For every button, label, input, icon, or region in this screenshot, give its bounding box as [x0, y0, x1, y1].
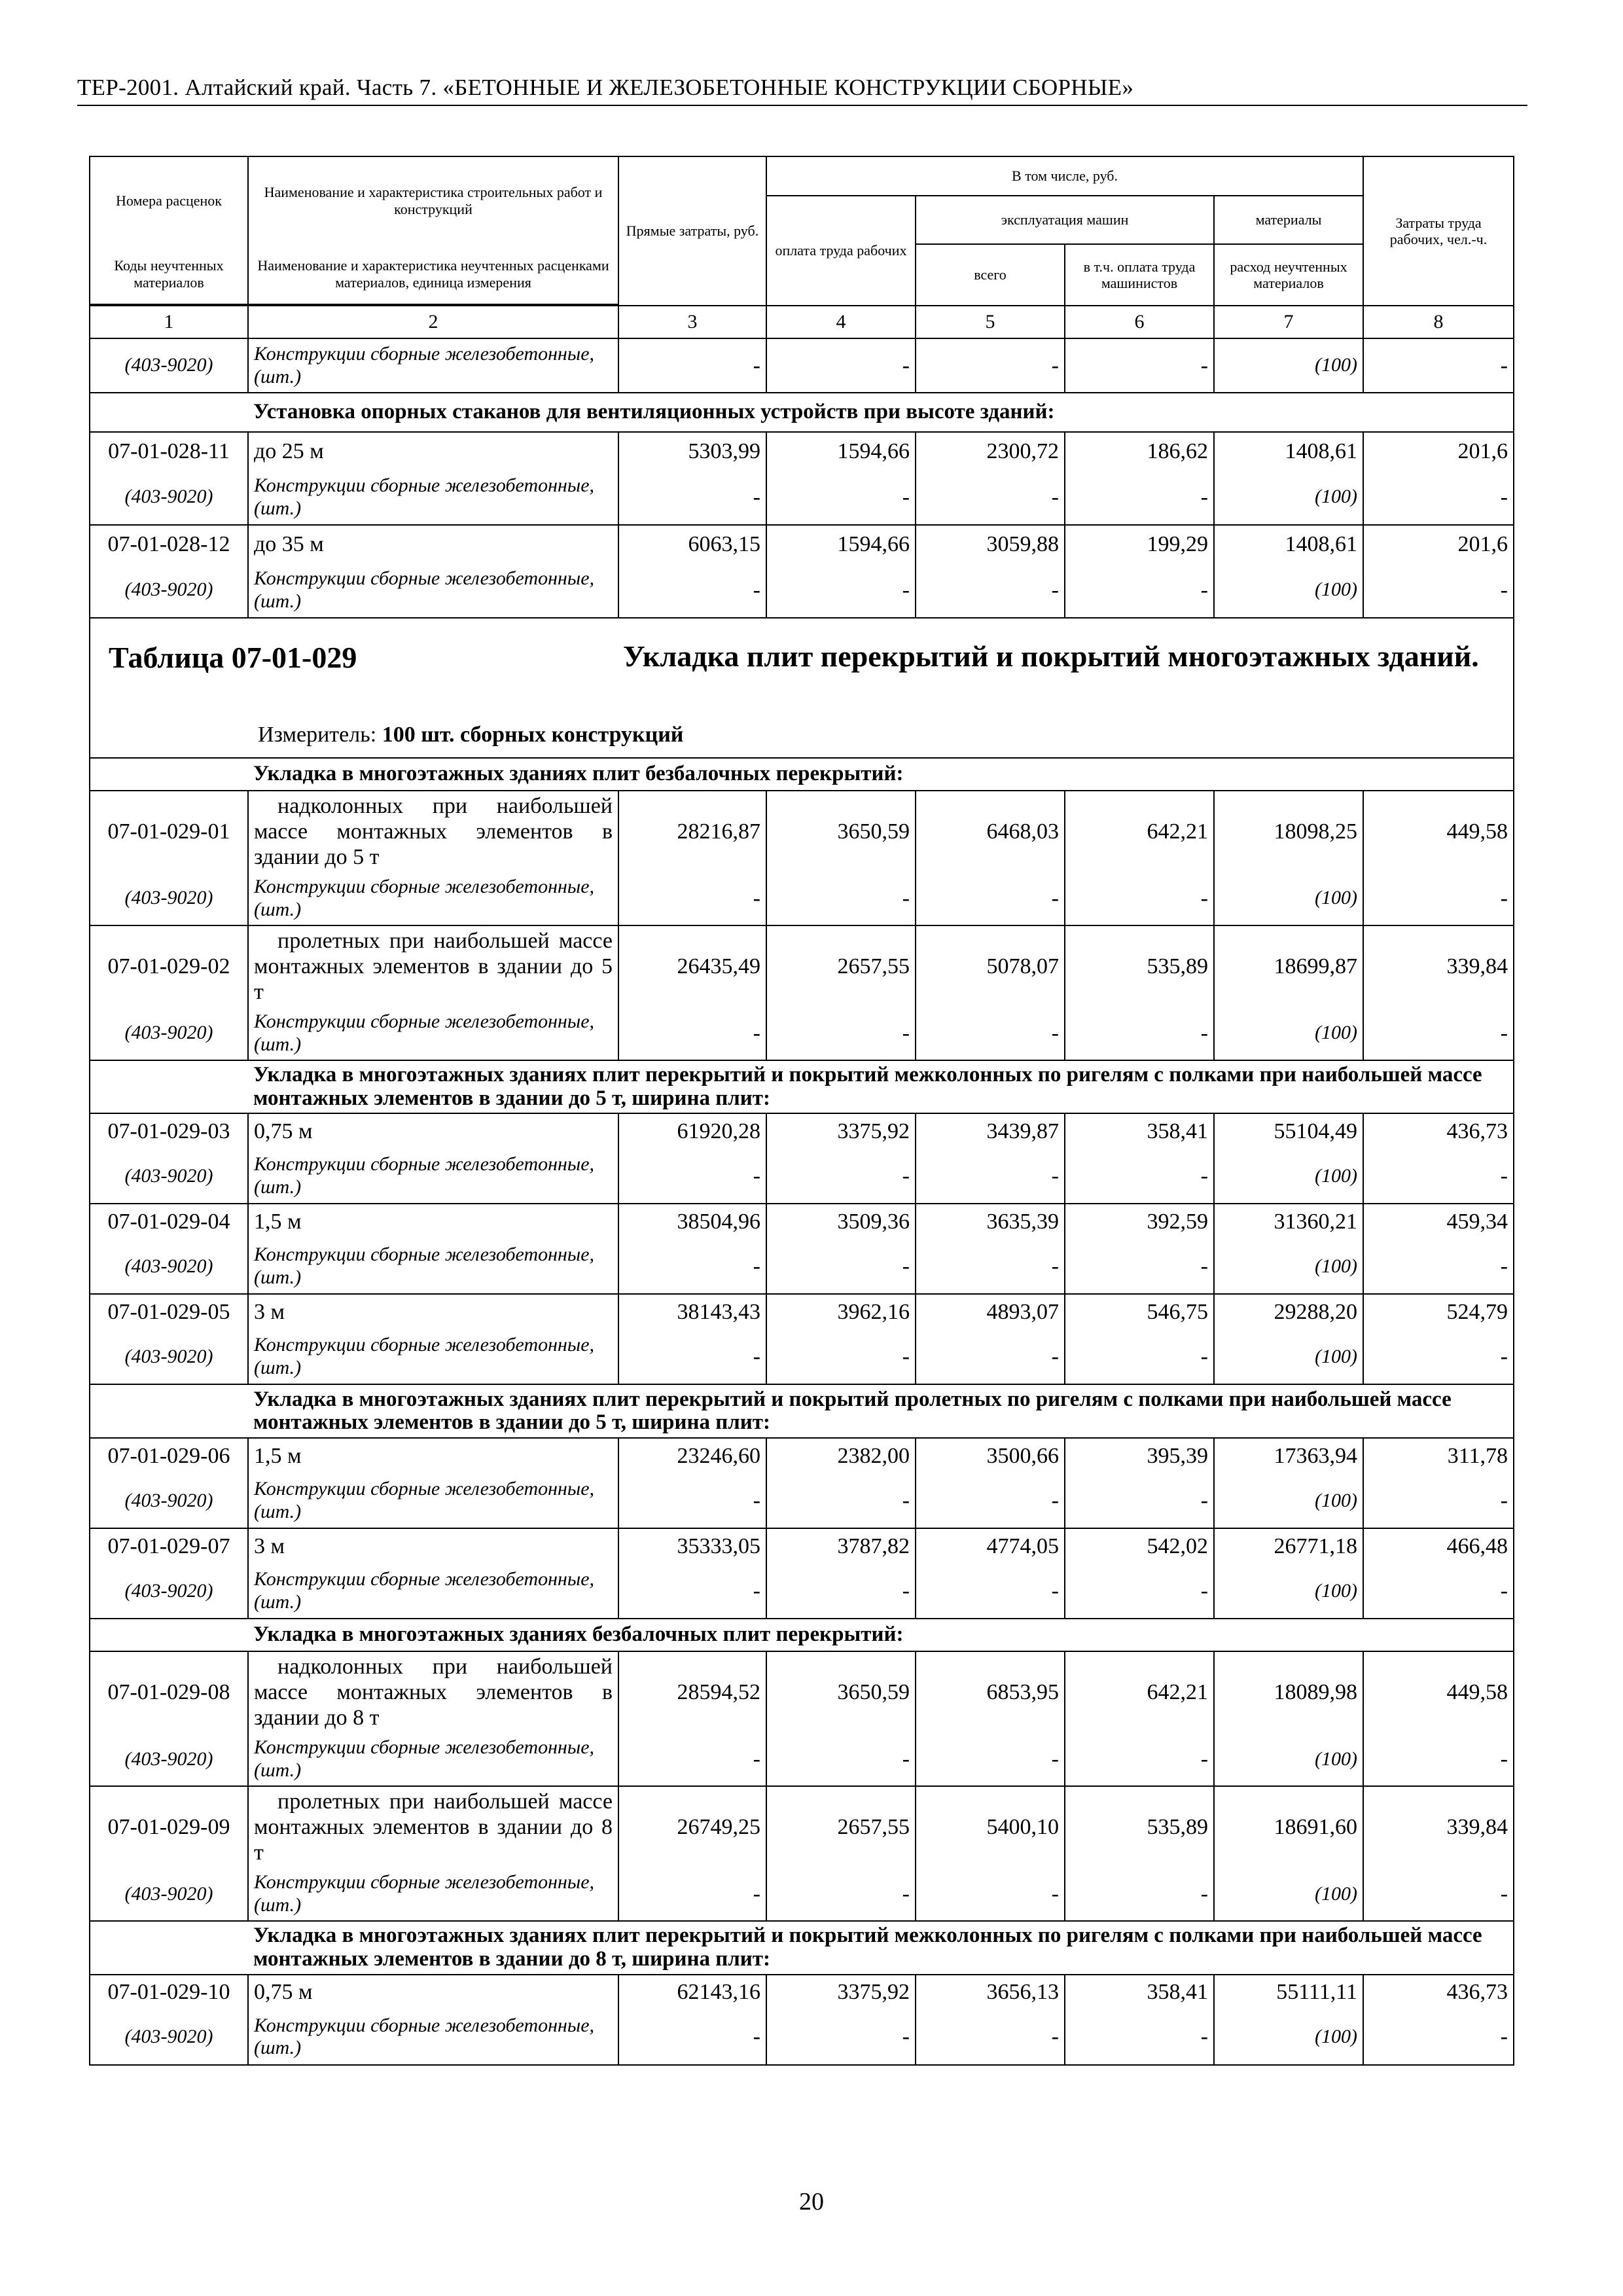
value-direct: 6063,15	[618, 525, 766, 563]
rate-code: 07-01-029-02	[90, 925, 248, 1007]
value-labor: 3375,92	[766, 1113, 916, 1149]
empty-dash: -	[1065, 1149, 1214, 1204]
empty-dash: -	[1363, 1239, 1514, 1294]
material-qty: (100)	[1214, 1732, 1363, 1786]
col-materials-header: материалы	[1214, 196, 1363, 244]
value-direct: 38143,43	[618, 1294, 766, 1329]
empty-dash: -	[1363, 1149, 1514, 1204]
value-labor: 3962,16	[766, 1294, 916, 1329]
work-name: до 35 м	[248, 525, 618, 563]
empty-dash: -	[766, 2010, 916, 2065]
material-code: (403-9020)	[90, 1564, 248, 1619]
empty-dash: -	[766, 1007, 916, 1060]
material-row	[90, 1329, 1514, 1384]
empty-dash: -	[1065, 1732, 1214, 1786]
material-row	[90, 2010, 1514, 2065]
value-mat: 18098,25	[1214, 791, 1363, 872]
value-direct: 38504,96	[618, 1204, 766, 1239]
value-mach: 4893,07	[916, 1294, 1065, 1329]
section-row	[90, 1060, 1514, 1113]
col-mach-total-header: всего	[916, 244, 1065, 306]
value-mat: 55104,49	[1214, 1113, 1363, 1149]
column-number: 8	[1363, 306, 1514, 338]
empty-dash: -	[766, 470, 916, 525]
rate-code: 07-01-029-08	[90, 1651, 248, 1732]
rate-code: 07-01-029-03	[90, 1113, 248, 1149]
section-row	[90, 758, 1514, 791]
empty-dash: -	[916, 2010, 1065, 2065]
work-name: 0,75 м	[248, 1975, 618, 2010]
material-code: (403-9020)	[90, 470, 248, 525]
value-mach-labor: 199,29	[1065, 525, 1214, 563]
work-row	[90, 1786, 1514, 1867]
value-labor: 3787,82	[766, 1528, 916, 1564]
work-row	[90, 1438, 1514, 1473]
col-name-sub-header: Наименование и характеристика неучтенных расценками материалов, единица измерения	[248, 244, 618, 304]
section-row	[90, 1921, 1514, 1974]
work-row	[90, 432, 1514, 470]
material-name: Конструкции сборные железобетонные, (шт.)	[248, 1473, 618, 1528]
material-code: (403-9020)	[90, 338, 248, 393]
value-direct: 61920,28	[618, 1113, 766, 1149]
value-mach-labor: 395,39	[1065, 1438, 1214, 1473]
empty-dash: -	[1065, 1007, 1214, 1060]
empty-dash: -	[618, 1149, 766, 1204]
value-mach: 3656,13	[916, 1975, 1065, 2010]
material-name: Конструкции сборные железобетонные, (шт.)	[248, 1732, 618, 1786]
value-mat: 1408,61	[1214, 432, 1363, 470]
empty-dash: -	[1065, 338, 1214, 393]
empty-dash: -	[618, 1329, 766, 1384]
value-mach-labor: 642,21	[1065, 791, 1214, 872]
material-name: Конструкции сборные железобетонные, (шт.)	[248, 1239, 618, 1294]
empty-dash: -	[1363, 872, 1514, 925]
value-direct: 26435,49	[618, 925, 766, 1007]
work-row	[90, 525, 1514, 563]
value-mach: 4774,05	[916, 1528, 1065, 1564]
value-mach-labor: 642,21	[1065, 1651, 1214, 1732]
rate-code: 07-01-029-01	[90, 791, 248, 872]
material-code: (403-9020)	[90, 872, 248, 925]
empty-dash: -	[618, 338, 766, 393]
col-name-header: Наименование и характеристика строительных работ и конструкций	[248, 156, 618, 244]
material-row	[90, 1149, 1514, 1204]
empty-dash: -	[766, 1867, 916, 1921]
empty-dash: -	[1065, 872, 1214, 925]
empty-dash: -	[1065, 2010, 1214, 2065]
empty-dash: -	[1363, 1564, 1514, 1619]
col-code-sub-header: Коды неучтенных материалов	[90, 244, 248, 304]
column-number: 3	[618, 306, 766, 338]
value-hours: 459,34	[1363, 1204, 1514, 1239]
value-mach-labor: 546,75	[1065, 1294, 1214, 1329]
value-direct: 28216,87	[618, 791, 766, 872]
rate-code: 07-01-029-10	[90, 1975, 248, 2010]
column-number: 6	[1065, 306, 1214, 338]
rate-code: 07-01-029-04	[90, 1204, 248, 1239]
value-hours: 311,78	[1363, 1438, 1514, 1473]
empty-dash: -	[1363, 1329, 1514, 1384]
empty-dash: -	[1363, 2010, 1514, 2065]
value-hours: 466,48	[1363, 1528, 1514, 1564]
material-code: (403-9020)	[90, 1007, 248, 1060]
rate-code: 07-01-028-11	[90, 432, 248, 470]
material-code: (403-9020)	[90, 1149, 248, 1204]
empty-dash: -	[766, 1473, 916, 1528]
material-name: Конструкции сборные железобетонные, (шт.)	[248, 1007, 618, 1060]
value-direct: 62143,16	[618, 1975, 766, 2010]
value-direct: 28594,52	[618, 1651, 766, 1732]
value-mat: 26771,18	[1214, 1528, 1363, 1564]
work-row	[90, 925, 1514, 1007]
value-mach: 3439,87	[916, 1113, 1065, 1149]
material-row	[90, 1732, 1514, 1786]
table-title-row	[90, 618, 1514, 758]
work-row	[90, 1651, 1514, 1732]
work-name: 1,5 м	[248, 1438, 618, 1473]
work-row	[90, 1294, 1514, 1329]
empty-dash: -	[618, 1564, 766, 1619]
empty-dash: -	[766, 1329, 916, 1384]
empty-dash: -	[618, 563, 766, 618]
col-labor-header: оплата труда рабочих	[766, 196, 916, 306]
empty-dash: -	[916, 1007, 1065, 1060]
rate-code: 07-01-029-07	[90, 1528, 248, 1564]
value-mat: 1408,61	[1214, 525, 1363, 563]
section-row	[90, 393, 1514, 432]
col-mach-labor-header: в т.ч. оплата труда машинистов	[1065, 244, 1214, 306]
value-labor: 1594,66	[766, 432, 916, 470]
value-hours: 201,6	[1363, 432, 1514, 470]
material-code: (403-9020)	[90, 1867, 248, 1921]
material-qty: (100)	[1214, 1149, 1363, 1204]
header-rule	[77, 105, 1527, 106]
table-code: Таблица 07-01-029	[109, 641, 357, 674]
material-qty: (100)	[1214, 2010, 1363, 2065]
empty-dash: -	[618, 1007, 766, 1060]
empty-dash: -	[1065, 1329, 1214, 1384]
value-direct: 26749,25	[618, 1786, 766, 1867]
work-name: 3 м	[248, 1528, 618, 1564]
material-row	[90, 1564, 1514, 1619]
section-title: Укладка в многоэтажных зданиях безбалочных плит перекрытий:	[248, 1619, 1514, 1651]
col-direct-header: Прямые затраты, руб.	[618, 156, 766, 306]
material-name: Конструкции сборные железобетонные, (шт.)	[248, 1867, 618, 1921]
empty-dash: -	[766, 563, 916, 618]
empty-dash: -	[916, 1867, 1065, 1921]
material-code: (403-9020)	[90, 1329, 248, 1384]
work-row	[90, 1528, 1514, 1564]
empty-dash: -	[618, 470, 766, 525]
rate-code: 07-01-029-09	[90, 1786, 248, 1867]
empty-dash: -	[916, 1564, 1065, 1619]
value-hours: 436,73	[1363, 1113, 1514, 1149]
material-row	[90, 1473, 1514, 1528]
material-row	[90, 338, 1514, 393]
empty-dash: -	[1363, 1473, 1514, 1528]
work-row	[90, 1204, 1514, 1239]
value-mach: 2300,72	[916, 432, 1065, 470]
value-mach: 3059,88	[916, 525, 1065, 563]
material-qty: (100)	[1214, 1007, 1363, 1060]
value-mach-labor: 358,41	[1065, 1975, 1214, 2010]
unit-label: Измеритель:	[258, 723, 377, 747]
column-number: 2	[248, 306, 618, 338]
empty-dash: -	[1363, 563, 1514, 618]
value-mach: 6468,03	[916, 791, 1065, 872]
value-labor: 1594,66	[766, 525, 916, 563]
value-labor: 2382,00	[766, 1438, 916, 1473]
col-code-header: Номера расценок	[90, 156, 248, 244]
empty-dash: -	[618, 1473, 766, 1528]
material-code: (403-9020)	[90, 1732, 248, 1786]
material-row	[90, 470, 1514, 525]
value-mat: 29288,20	[1214, 1294, 1363, 1329]
value-mach: 3635,39	[916, 1204, 1065, 1239]
section-row	[90, 1619, 1514, 1651]
empty-dash: -	[1363, 338, 1514, 393]
running-header: ТЕР-2001. Алтайский край. Часть 7. «БЕТОННЫЕ И ЖЕЛЕЗОБЕТОННЫЕ КОНСТРУКЦИИ СБОРНЫЕ»	[77, 75, 1134, 100]
value-mach-labor: 358,41	[1065, 1113, 1214, 1149]
value-mat: 18691,60	[1214, 1786, 1363, 1867]
material-row	[90, 1007, 1514, 1060]
value-mat: 18699,87	[1214, 925, 1363, 1007]
value-direct: 5303,99	[618, 432, 766, 470]
material-name: Конструкции сборные железобетонные, (шт.)	[248, 563, 618, 618]
empty-dash: -	[916, 470, 1065, 525]
work-row	[90, 1113, 1514, 1149]
table-title: Укладка плит перекрытий и покрытий многоэтажных зданий.	[623, 639, 1479, 673]
work-row	[90, 1975, 1514, 2010]
table-unit	[258, 722, 683, 747]
column-number: 4	[766, 306, 916, 338]
empty-dash: -	[916, 563, 1065, 618]
rate-code: 07-01-028-12	[90, 525, 248, 563]
material-name: Конструкции сборные железобетонные, (шт.)	[248, 338, 618, 393]
material-qty: (100)	[1214, 338, 1363, 393]
material-qty: (100)	[1214, 872, 1363, 925]
unit-value: 100 шт. сборных конструкций	[382, 723, 684, 747]
material-row	[90, 563, 1514, 618]
value-hours: 449,58	[1363, 1651, 1514, 1732]
value-labor: 3509,36	[766, 1204, 916, 1239]
value-hours: 339,84	[1363, 1786, 1514, 1867]
material-code: (403-9020)	[90, 563, 248, 618]
empty-dash: -	[916, 1329, 1065, 1384]
empty-dash: -	[618, 1867, 766, 1921]
material-row	[90, 872, 1514, 925]
empty-dash: -	[916, 1473, 1065, 1528]
value-labor: 3650,59	[766, 791, 916, 872]
material-qty: (100)	[1214, 470, 1363, 525]
value-labor: 3650,59	[766, 1651, 916, 1732]
empty-dash: -	[618, 1732, 766, 1786]
col-incl-header: В том числе, руб.	[766, 156, 1363, 196]
material-code: (403-9020)	[90, 2010, 248, 2065]
empty-dash: -	[1065, 1867, 1214, 1921]
value-mach-labor: 392,59	[1065, 1204, 1214, 1239]
value-labor: 2657,55	[766, 1786, 916, 1867]
value-labor: 2657,55	[766, 925, 916, 1007]
price-table	[89, 156, 1514, 2066]
empty-dash: -	[1363, 470, 1514, 525]
work-name: надколонных при наибольшей массе монтажных элементов в здании до 8 т	[248, 1651, 618, 1732]
material-name: Конструкции сборные железобетонные, (шт.)	[248, 872, 618, 925]
column-number: 1	[90, 306, 248, 338]
empty-dash: -	[766, 338, 916, 393]
work-row	[90, 791, 1514, 872]
value-mach: 5078,07	[916, 925, 1065, 1007]
value-mat: 18089,98	[1214, 1651, 1363, 1732]
material-code: (403-9020)	[90, 1473, 248, 1528]
column-number: 7	[1214, 306, 1363, 338]
col-machines-header: эксплуатация машин	[916, 196, 1214, 244]
value-mat: 55111,11	[1214, 1975, 1363, 2010]
empty-dash: -	[766, 1149, 916, 1204]
work-name: пролетных при наибольшей массе монтажных элементов в здании до 5 т	[248, 925, 618, 1007]
empty-dash: -	[1065, 1473, 1214, 1528]
empty-dash: -	[1065, 1564, 1214, 1619]
empty-dash: -	[766, 1732, 916, 1786]
material-code: (403-9020)	[90, 1239, 248, 1294]
material-qty: (100)	[1214, 1473, 1363, 1528]
section-title: Установка опорных стаканов для вентиляционных устройств при высоте зданий:	[248, 393, 1514, 432]
value-mach-labor: 535,89	[1065, 925, 1214, 1007]
value-mat: 17363,94	[1214, 1438, 1363, 1473]
material-qty: (100)	[1214, 563, 1363, 618]
material-name: Конструкции сборные железобетонные, (шт.)	[248, 1329, 618, 1384]
work-name: 1,5 м	[248, 1204, 618, 1239]
section-title: Укладка в многоэтажных зданиях плит перекрытий и покрытий межколонных по ригелям с полками при наибольшей массе монтажных элементов в здании до 8 т, ширина плит:	[248, 1921, 1514, 1974]
material-name: Конструкции сборные железобетонные, (шт.)	[248, 1564, 618, 1619]
work-name: 0,75 м	[248, 1113, 618, 1149]
empty-dash: -	[1363, 1732, 1514, 1786]
value-mach: 3500,66	[916, 1438, 1065, 1473]
material-qty: (100)	[1214, 1564, 1363, 1619]
col-mat-sub-header: расход неучтенных материалов	[1214, 244, 1363, 306]
rate-code: 07-01-029-06	[90, 1438, 248, 1473]
empty-dash: -	[766, 872, 916, 925]
value-mach-labor: 535,89	[1065, 1786, 1214, 1867]
empty-dash: -	[916, 1149, 1065, 1204]
material-name: Конструкции сборные железобетонные, (шт.)	[248, 2010, 618, 2065]
column-number: 5	[916, 306, 1065, 338]
value-hours: 339,84	[1363, 925, 1514, 1007]
empty-dash: -	[916, 1239, 1065, 1294]
empty-dash: -	[916, 338, 1065, 393]
empty-dash: -	[618, 872, 766, 925]
section-row	[90, 1384, 1514, 1438]
value-direct: 35333,05	[618, 1528, 766, 1564]
material-row	[90, 1239, 1514, 1294]
section-title: Укладка в многоэтажных зданиях плит перекрытий и покрытий межколонных по ригелям с полками при наибольшей массе монтажных элементов в здании до 5 т, ширина плит:	[248, 1060, 1514, 1113]
work-name: до 25 м	[248, 432, 618, 470]
value-mat: 31360,21	[1214, 1204, 1363, 1239]
value-mach: 6853,95	[916, 1651, 1065, 1732]
value-labor: 3375,92	[766, 1975, 916, 2010]
material-qty: (100)	[1214, 1867, 1363, 1921]
empty-dash: -	[916, 872, 1065, 925]
work-name: 3 м	[248, 1294, 618, 1329]
empty-dash: -	[766, 1564, 916, 1619]
value-mach-labor: 542,02	[1065, 1528, 1214, 1564]
empty-dash: -	[618, 1239, 766, 1294]
empty-dash: -	[1065, 1239, 1214, 1294]
empty-dash: -	[1065, 470, 1214, 525]
section-title: Укладка в многоэтажных зданиях плит перекрытий и покрытий пролетных по ригелям с полками при наибольшей массе монтажных элементов в здании до 5 т, ширина плит:	[248, 1384, 1514, 1438]
value-hours: 449,58	[1363, 791, 1514, 872]
section-title: Укладка в многоэтажных зданиях плит безбалочных перекрытий:	[248, 758, 1514, 791]
value-mach-labor: 186,62	[1065, 432, 1214, 470]
material-qty: (100)	[1214, 1239, 1363, 1294]
value-direct: 23246,60	[618, 1438, 766, 1473]
empty-dash: -	[1363, 1007, 1514, 1060]
empty-dash: -	[1363, 1867, 1514, 1921]
page-number: 20	[799, 2188, 824, 2215]
value-hours: 201,6	[1363, 525, 1514, 563]
material-qty: (100)	[1214, 1329, 1363, 1384]
work-name: надколонных при наибольшей массе монтажных элементов в здании до 5 т	[248, 791, 618, 872]
rate-code: 07-01-029-05	[90, 1294, 248, 1329]
col-hours-header: Затраты труда рабочих, чел.-ч.	[1363, 156, 1514, 306]
value-mach: 5400,10	[916, 1786, 1065, 1867]
empty-dash: -	[766, 1239, 916, 1294]
work-name: пролетных при наибольшей массе монтажных элементов в здании до 8 т	[248, 1786, 618, 1867]
empty-dash: -	[618, 2010, 766, 2065]
value-hours: 524,79	[1363, 1294, 1514, 1329]
value-hours: 436,73	[1363, 1975, 1514, 2010]
material-name: Конструкции сборные железобетонные, (шт.)	[248, 1149, 618, 1204]
material-row	[90, 1867, 1514, 1921]
empty-dash: -	[1065, 563, 1214, 618]
empty-dash: -	[916, 1732, 1065, 1786]
material-name: Конструкции сборные железобетонные, (шт.)	[248, 470, 618, 525]
